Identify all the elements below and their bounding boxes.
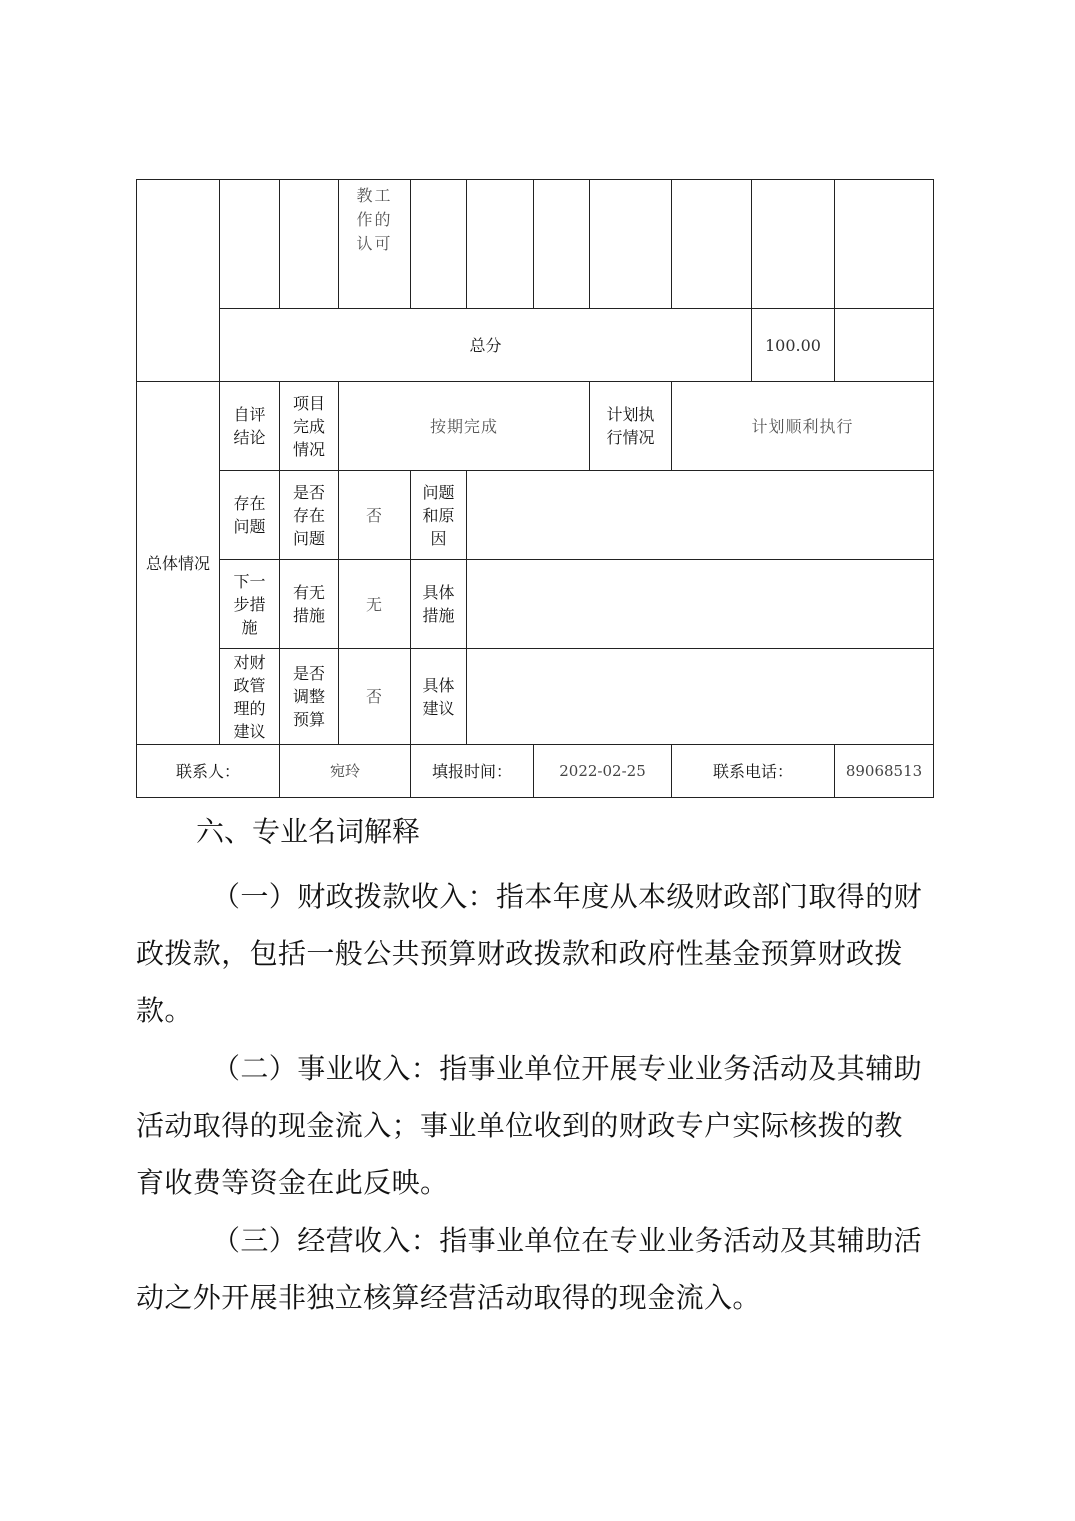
total-value: 100.00 (752, 309, 835, 382)
blank-cell (534, 180, 590, 309)
suggestions-adjust-label: 是否调整预算 (280, 649, 339, 745)
next-steps-detail-label: 具体措施 (411, 560, 467, 649)
completion-value: 按期完成 (339, 382, 590, 471)
blank-cell (467, 180, 534, 309)
total-label: 总分 (220, 309, 752, 382)
self-eval-label: 自评结论 (220, 382, 280, 471)
criteria-text: 教工作的认可 (339, 180, 411, 309)
phone-label: 联系电话： (672, 745, 835, 798)
next-steps-has-label: 有无措施 (280, 560, 339, 649)
problems-reason-label: 问题和原因 (411, 471, 467, 560)
blank-cell (137, 180, 220, 382)
total-row (137, 309, 934, 382)
performance-evaluation-table (136, 179, 934, 798)
contact-label: 联系人： (137, 745, 280, 798)
next-steps-detail-value (467, 560, 934, 649)
suggestions-adjust-value: 否 (339, 649, 411, 745)
next-steps-has-value: 无 (339, 560, 411, 649)
blank-cell (752, 180, 835, 309)
completion-label: 项目完成情况 (280, 382, 339, 471)
self-eval-row (137, 382, 934, 471)
blank-cell (835, 180, 934, 309)
suggestions-detail-label: 具体建议 (411, 649, 467, 745)
blank-cell (280, 180, 339, 309)
problems-exists-value: 否 (339, 471, 411, 560)
definition-paragraph: （二）事业收入：指事业单位开展专业业务活动及其辅助活动取得的现金流入；事业单位收到的财政专户实际核拨的教育收费等资金在此反映。 (136, 1052, 923, 1199)
date-label: 填报时间： (411, 745, 534, 798)
problems-reason-value (467, 471, 934, 560)
contact-value: 宛玲 (280, 745, 411, 798)
problems-row (137, 471, 934, 560)
blank-cell (220, 180, 280, 309)
suggestions-label: 对财政管理的建议 (220, 649, 280, 745)
overall-label: 总体情况 (137, 382, 220, 745)
next-steps-row (137, 560, 934, 649)
criteria-row (137, 180, 934, 309)
blank-cell (411, 180, 467, 309)
plan-label: 计划执行情况 (590, 382, 672, 471)
footer-row (137, 745, 934, 798)
date-value: 2022-02-25 (534, 745, 672, 798)
suggestions-detail-value (467, 649, 934, 745)
blank-cell (672, 180, 752, 309)
suggestions-row (137, 649, 934, 745)
phone-value: 89068513 (835, 745, 934, 798)
section-heading: 六、专业名词解释 (196, 815, 421, 848)
blank-cell (590, 180, 672, 309)
problems-label: 存在问题 (220, 471, 280, 560)
definition-paragraph: （三）经营收入：指事业单位在专业业务活动及其辅助活动之外开展非独立核算经营活动取得的现金流入。 (136, 1224, 923, 1314)
plan-value: 计划顺利执行 (672, 382, 934, 471)
next-steps-label: 下一步措施 (220, 560, 280, 649)
definition-paragraph: （一）财政拨款收入：指本年度从本级财政部门取得的财政拨款，包括一般公共预算财政拨款和政府性基金预算财政拨款。 (136, 880, 923, 1027)
problems-exists-label: 是否存在问题 (280, 471, 339, 560)
blank-cell (835, 309, 934, 382)
